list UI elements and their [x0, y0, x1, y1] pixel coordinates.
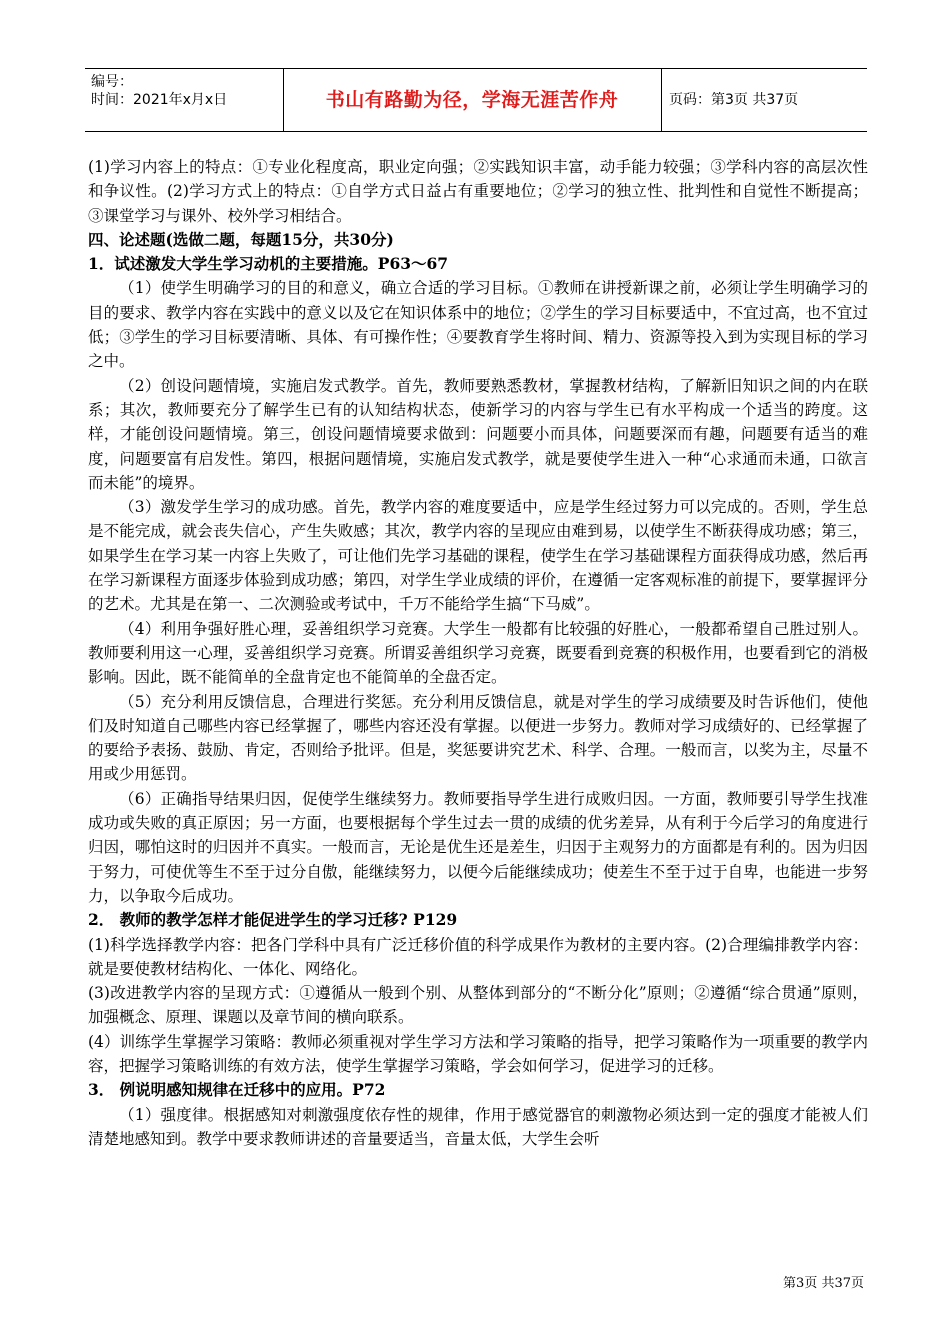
question-heading: 2． 教师的教学怎样才能促进学生的学习迁移? P129 — [88, 910, 458, 930]
doc-number-label: 编号： — [91, 74, 133, 90]
answer-paragraph: (1)科学选择教学内容：把各门学科中具有广泛迁移价值的科学成果作为教材的主要内容。(2)合理编排教学内容：就是要使教材结构化、一体化、网络化。 — [88, 935, 868, 978]
answer-paragraph: （5）充分利用反馈信息，合理进行奖惩。充分利用反馈信息，就是对学生的学习成绩要及时告诉他们，使他们及时知道自己哪些内容已经掌握了，哪些内容还没有掌握。以便进一步努力。教师对学习成绩好的、已经掌握了的要给予表扬、鼓励、肯定，否则给予批评。但是，奖惩要讲究艺术、科学、合理。一般而言，以奖为主，尽量不用或少用惩罚。 — [88, 692, 868, 784]
answer-paragraph: （6）正确指导结果归因，促使学生继续努力。教师要指导学生进行成败归因。一方面，教师要引导学生找准成功或失败的真正原因；另一方面，也要根据每个学生过去一贯的成绩的优劣差异，从有利于今后学习的角度进行归因，哪怕这时的归因并不真实。一般而言，无论是优生还是差生，归因于主观努力的方面都是有利的。因为归因于努力，可使优等生不至于过分自傲，能继续努力，以便今后能继续成功；使差生不至于过于自卑，也能进一步努力，以争取今后成功。 — [88, 789, 868, 905]
answer-paragraph: (3)改进教学内容的呈现方式：①遵循从一般到个别、从整体到部分的“不断分化”原则；②遵循“综合贯通”原则，加强概念、原理、课题以及章节间的横向联系。 — [88, 984, 868, 1027]
answer-paragraph: （2）创设问题情境，实施启发式教学。首先，教师要熟悉教材，掌握教材结构，了解新旧知识之间的内在联系；其次，教师要充分了解学生已有的认知结构状态，使新学习的内容与学生已有水平构成一个适当的跨度。这样，才能创设问题情境。第三，创设问题情境要求做到：问题要小而具体，问题要深而有趣，问题要有适当的难度，问题要富有启发性。第四，根据问题情境，实施启发式教学，就是要使学生进入一种“心求通而未通，口欲言而未能”的境界。 — [88, 376, 868, 492]
document-body — [88, 155, 868, 1151]
header-page-info: 页码：第3页 共37页 — [669, 92, 799, 108]
answer-paragraph: （1）使学生明确学习的目的和意义，确立合适的学习目标。①教师在讲授新课之前，必须让学生明确学习的目的要求、教学内容在实践中的意义以及它在知识体系中的地位；②学生的学习目标要适中，不宜过高，也不宜过低；③学生的学习目标要清晰、具体、有可操作性；④要教育学生将时间、精力、资源等投入到为实现目标的学习之中。 — [88, 279, 868, 371]
header-motto: 书山有路勤为径，学海无涯苦作舟 — [325, 89, 619, 111]
answer-paragraph: (4）训练学生掌握学习策略：教师必须重视对学生学习方法和学习策略的指导，把学习策略作为一项重要的教学内容，把握学习策略训练的有效方法，使学生掌握学习策略，学会如何学习，促进学习的迁移。 — [88, 1032, 868, 1075]
doc-time-label: 时间：2021年x月x日 — [91, 92, 228, 108]
question-heading: 1．试述激发大学生学习动机的主要措施。P63～67 — [88, 254, 449, 274]
page-header — [85, 68, 867, 132]
page-footer: 第3页 共37页 — [783, 1276, 864, 1291]
answer-paragraph: （3）激发学生学习的成功感。首先，教学内容的难度要适中，应是学生经过努力可以完成的。否则，学生总是不能完成，就会丧失信心，产生失败感；其次，教学内容的呈现应由难到易，以使学生不断获得成功感；第三，如果学生在学习某一内容上失败了，可让他们先学习基础的课程，使学生在学习基础课程方面获得成功感，然后再在学习新课程方面逐步体验到成功感；第四，对学生学业成绩的评价，在遵循一定客观标准的前提下，要掌握评分的艺术。尤其是在第一、二次测验或考试中，千万不能给学生搞“下马威”。 — [88, 498, 868, 614]
answer-paragraph: （4）利用争强好胜心理，妥善组织学习竞赛。大学生一般都有比较强的好胜心，一般都希望自己胜过别人。教师要利用这一心理，妥善组织学习竞赛。所谓妥善组织学习竞赛，既要看到竞赛的积极作用，也要看到它的消极影响。因此，既不能简单的全盘肯定也不能简单的全盘否定。 — [88, 619, 868, 687]
header-motto-cell — [283, 69, 662, 131]
answer-paragraph: （1）强度律。根据感知对刺激强度依存性的规律，作用于感觉器官的刺激物必须达到一定的强度才能被人们清楚地感知到。教学中要求教师讲述的音量要适当，音量太低，大学生会听 — [88, 1105, 868, 1148]
header-meta — [85, 69, 284, 131]
section-heading: 四、论述题(选做二题，每题15分，共30分) — [88, 229, 394, 249]
question-heading: 3． 例说明感知规律在迁移中的应用。P72 — [88, 1080, 386, 1100]
paragraph: (1)学习内容上的特点：①专业化程度高，职业定向强；②实践知识丰富，动手能力较强；③学科内容的高层次性和争议性。(2)学习方式上的特点：①自学方式日益占有重要地位；②学习的独立性、批判性和自觉性不断提高；③课堂学习与课外、校外学习相结合。 — [88, 158, 868, 225]
